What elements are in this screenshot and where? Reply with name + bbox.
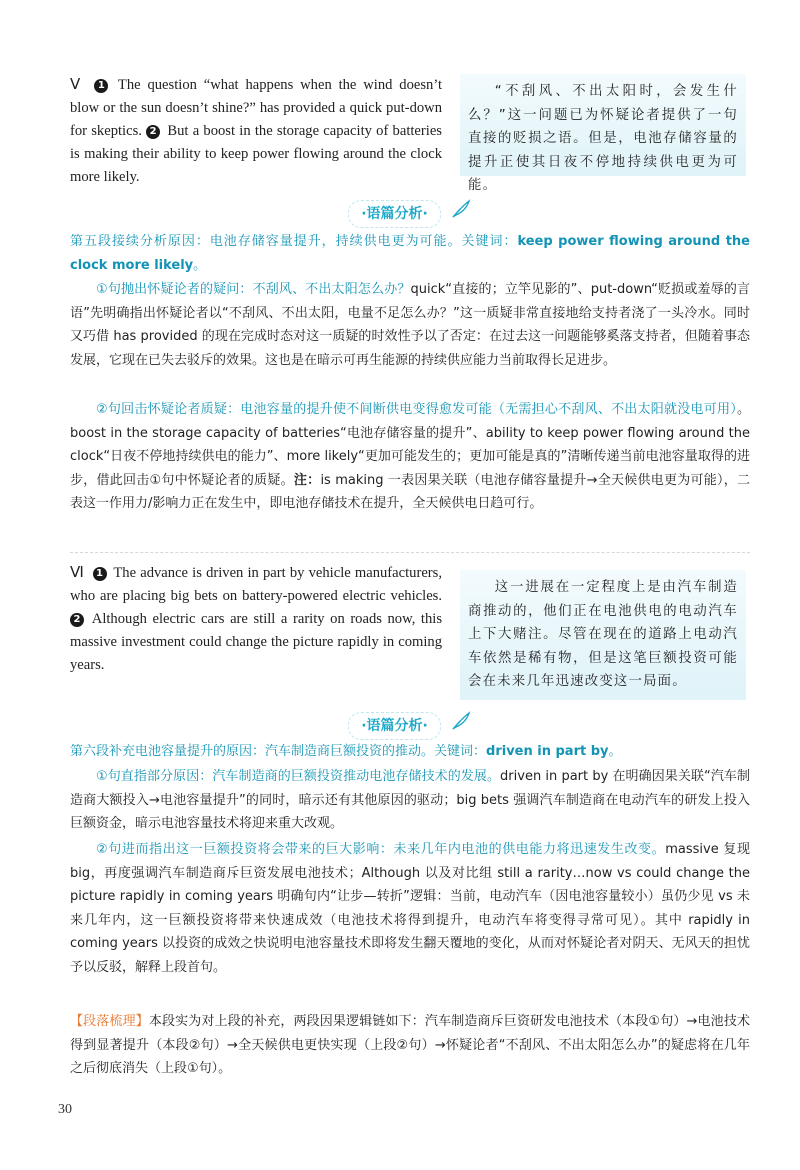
- summary-5: [70, 230, 750, 277]
- sentence-2: But a boost in the storage capacity of batteries is making their ability to keep power flowing around the clock more likely.: [70, 123, 442, 185]
- translation-box-6: [460, 570, 746, 700]
- analysis-label: ①句直指部分原因：汽车制造商的巨额投资推动电池存储技术的发展。: [96, 769, 501, 784]
- summary-6: [70, 740, 750, 764]
- summary-keyword: driven in part by: [486, 744, 609, 759]
- english-passage-6: [70, 562, 442, 677]
- analysis-heading-label: ·语篇分析·: [348, 200, 441, 228]
- section-5: [70, 74, 750, 544]
- summary-text: 第六段补充电池容量提升的原因：汽车制造商巨额投资的推动。关键词：: [70, 744, 487, 759]
- paragraph-summary-label: 【段落梳理】: [70, 1014, 149, 1029]
- analysis-text: quick“直接的；立竿见影的”、put-down“贬损或羞辱的言语”先明确指出怀疑论者以“不刮风、不出太阳，电量不足怎么办？”这一质疑非常直接地给支持者浇了一头冷水。同时又巧借 has provided 的现在完成时态对这一质疑的时效性予以了否定：在过去这一问题能够奚落支持者，但随着事态发展，它现在已失去驳斥的效果。这也是在暗示可再生能源的持续供应能力当前取得长足进步。: [70, 282, 750, 368]
- note-label: 注：: [293, 472, 321, 488]
- analysis-label: ①句抛出怀疑论者的疑问：不刮风、不出太阳怎么办？: [96, 282, 411, 297]
- sentence-2: Although electric cars are still a rarity on roads now, this massive investment could change the picture rapidly in coming years.: [70, 611, 443, 673]
- sentence-number-2: 2: [146, 125, 160, 139]
- analysis-paragraph-1: [70, 765, 750, 836]
- analysis-label: ②句进而指出这一巨额投资将会带来的巨大影响：未来几年内电池的供电能力将迅速发生改变。: [96, 842, 666, 857]
- paragraph-roman-numeral: Ⅴ: [70, 77, 84, 93]
- section-6: [70, 562, 750, 1102]
- analysis-label: ②句回击怀疑论者质疑：电池容量的提升使不间断供电变得愈发可能（无需担心不刮风、不出太阳就没电可用）: [96, 402, 737, 417]
- translation-text: “不刮风、不出太阳时，会发生什么？”这一问题已为怀疑论者提供了一句直接的贬损之语。但是，电池存储容量的提升正使其日夜不停地持续供电更为可能。: [468, 84, 738, 193]
- analysis-heading-label: ·语篇分析·: [348, 712, 441, 740]
- translation-text: 这一进展在一定程度上是由汽车制造商推动的，他们正在电池供电的电动汽车上下大赌注。尽管在现在的道路上电动汽车依然是稀有物，但是这笔巨额投资可能会在未来几年迅速改变这一局面。: [468, 580, 738, 689]
- note-text: is making 一表因果关联（电池存储容量提升→全天候供电更为可能），二表这一作用力/影响力正在发生中，即电池存储技术在提升，全天候供电日趋可行。: [70, 472, 751, 511]
- translation-box-5: [460, 74, 746, 193]
- summary-text: 第五段接续分析原因：电池存储容量提升，持续供电更为可能。关键词：: [70, 234, 518, 249]
- sentence-1: The advance is driven in part by vehicle manufacturers, who are placing big bets on battery-powered electric vehicles.: [70, 565, 442, 604]
- analysis-heading-6: [70, 710, 750, 736]
- analysis-paragraph-2: [70, 838, 750, 979]
- english-passage-5: [70, 74, 442, 189]
- summary-keyword: keep power flowing around the clock more likely: [70, 234, 750, 273]
- sentence-number-1: 1: [93, 567, 107, 581]
- page-number: 30: [58, 1102, 72, 1117]
- analysis-text: driven in part by 在明确因果关联“汽车制造商大额投入→电池容量提升”的同时，暗示还有其他原因的驱动；big bets 强调汽车制造商在电动汽车的研发上投入巨额资金，暗示电池容量技术将迎来重大改观。: [70, 769, 750, 831]
- analysis-text: 。boost in the storage capacity of batteries“电池存储容量的提升”、ability to keep power flowing around the clock“日夜不停地持续供电的能力”、more likely“更加可能发生的；更加可能是真的”清晰传递当前电池容量取得的进步，借此回击①句中怀疑论者的质疑。: [70, 402, 750, 488]
- sentence-1: The question “what happens when the wind doesn’t blow or the sun doesn’t shine?” has provided a quick put-down for skeptics.: [70, 77, 442, 139]
- paragraph-roman-numeral: Ⅵ: [70, 565, 85, 581]
- quill-icon: [450, 198, 472, 229]
- paragraph-summary: [70, 1010, 750, 1081]
- paragraph-summary-text: 本段实为对上段的补充，两段因果逻辑链如下：汽车制造商斥巨资研发电池技术（本段①句）→电池技术得到显著提升（本段②句）→全天候供电更快实现（上段②句）→怀疑论者“不刮风、不出太阳怎么办”的疑虑将在几年之后彻底消失（上段①句）。: [70, 1014, 750, 1076]
- analysis-paragraph-1: [70, 278, 750, 372]
- sentence-number-1: 1: [94, 79, 108, 93]
- section-divider: [70, 552, 750, 553]
- sentence-number-2: 2: [70, 613, 84, 627]
- summary-end: 。: [193, 257, 207, 273]
- analysis-heading-5: [70, 198, 750, 224]
- analysis-text: massive 复现 big，再度强调汽车制造商斥巨资发展电池技术；Although 以及对比组 still a rarity…now vs could change the picture rapidly in coming years 明确句内“让步—转折”逻辑：当前，电动汽车（因电池容量较小）虽仍少见 vs 未来几年内，这一巨额投资将带来快速成效（电池技术将得到提升，电动汽车将变得寻常可见）。其中 rapidly in coming years 以投资的成效之快说明电池容量技术即将发生翻天覆地的变化，从而对怀疑论者对阴天、无风天的担忧予以反驳，解释上段首句。: [70, 842, 750, 975]
- analysis-paragraph-2: [70, 398, 750, 516]
- quill-icon: [450, 710, 472, 741]
- summary-end: 。: [608, 744, 622, 759]
